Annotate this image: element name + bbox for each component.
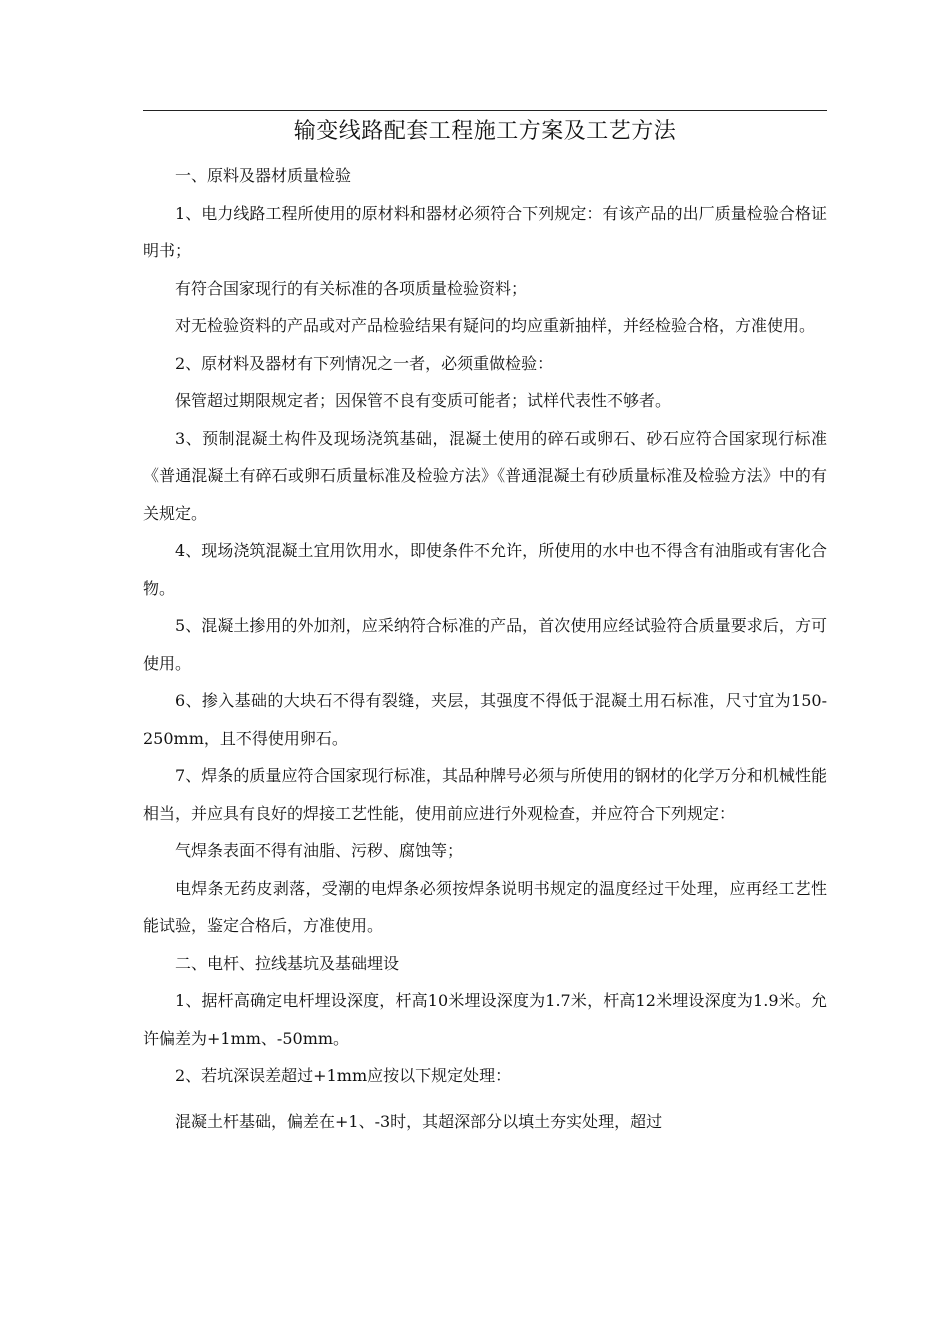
paragraph: 4、现场浇筑混凝土宜用饮用水，即使条件不允许，所使用的水中也不得含有油脂或有害化合物。 [143,541,827,598]
paragraph: 1、据杆高确定电杆埋设深度，杆高10米埋设深度为1.7米，杆高12米埋设深度为1.9米。允许偏差为+1mm、-50mm。 [143,991,827,1048]
section-heading-2: 二、电杆、拉线基坑及基础埋设 [175,953,400,973]
document-page [143,110,827,1140]
paragraph: 5、混凝土掺用的外加剂，应采纳符合标准的产品，首次使用应经试验符合质量要求后，方可使用。 [143,616,827,673]
paragraph: 电焊条无药皮剥落，受潮的电焊条必须按焊条说明书规定的温度经过干处理，应再经工艺性能试验，鉴定合格后，方准使用。 [143,878,827,935]
paragraph: 2、原材料及器材有下列情况之一者，必须重做检验： [175,353,554,373]
paragraph: 6、掺入基础的大块石不得有裂缝，夹层，其强度不得低于混凝土用石标准，尺寸宜为150-250mm，且不得使用卵石。 [143,691,827,748]
paragraph: 7、焊条的质量应符合国家现行标准，其品种牌号必须与所使用的钢材的化学万分和机械性能相当，并应具有良好的焊接工艺性能，使用前应进行外观检查，并应符合下列规定： [143,766,827,823]
paragraph: 气焊条表面不得有油脂、污秽、腐蚀等； [175,841,464,860]
paragraph: 有符合国家现行的有关标准的各项质量检验资料； [175,278,528,298]
document-title: 输变线路配套工程施工方案及工艺方法 [293,119,677,144]
section-heading-1: 一、原料及器材质量检验 [175,166,352,185]
paragraph: 2、若坑深误差超过+1mm应按以下规定处理： [175,1066,512,1085]
header-rule [143,110,827,111]
paragraph: 1、电力线路工程所使用的原材料和器材必须符合下列规定：有该产品的出厂质量检验合格证明书； [143,203,827,260]
paragraph: 混凝土杆基础，偏差在+1、-3时，其超深部分以填土夯实处理，超过 [175,1111,663,1131]
paragraph: 3、预制混凝土构件及现场浇筑基础，混凝土使用的碎石或卵石、砂石应符合国家现行标准《普通混凝土有碎石或卵石质量标准及检验方法》《普通混凝土有砂质量标准及检验方法》中的有关规定。 [143,428,827,523]
paragraph: 保管超过期限规定者；因保管不良有变质可能者；试样代表性不够者。 [175,391,672,410]
paragraph: 对无检验资料的产品或对产品检验结果有疑问的均应重新抽样，并经检验合格，方准使用。 [175,316,816,335]
